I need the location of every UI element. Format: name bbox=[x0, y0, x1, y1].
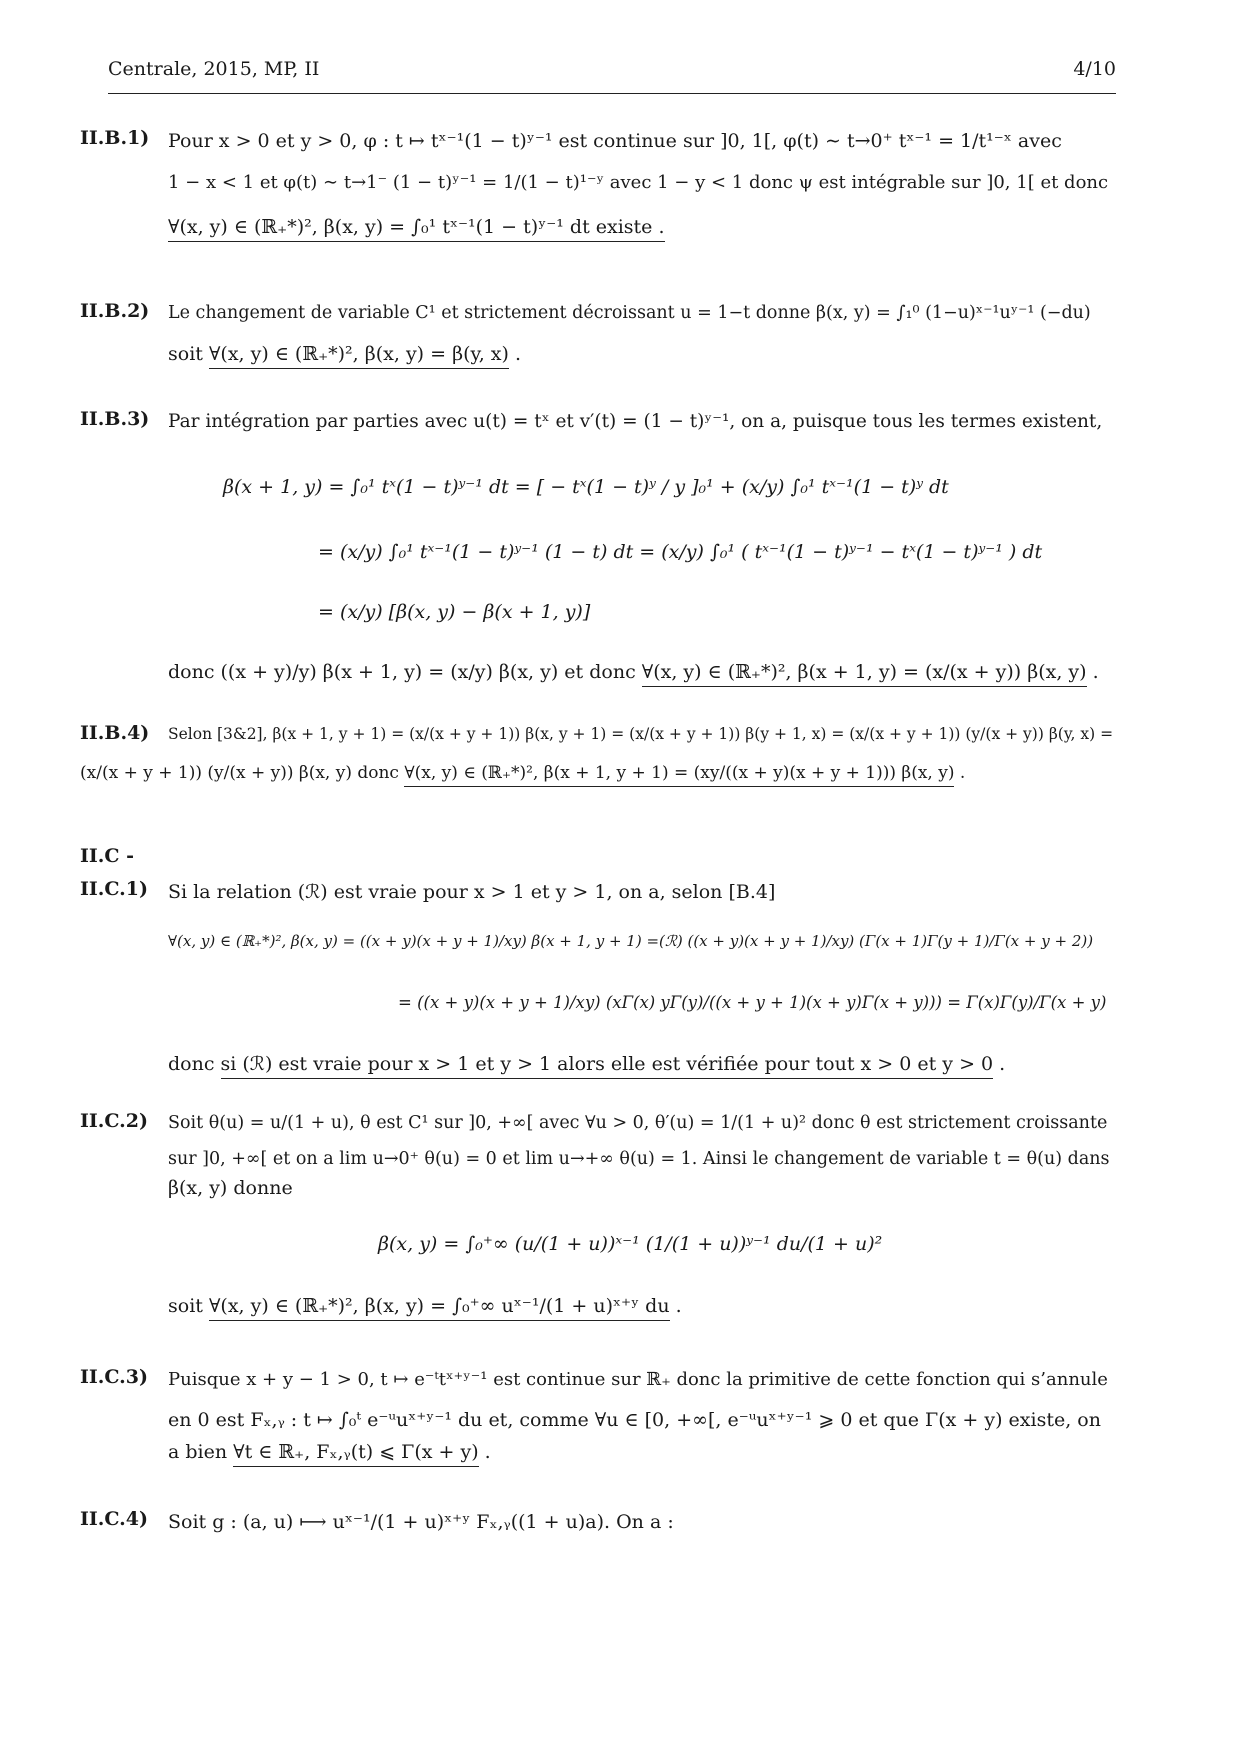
equation-line: β(x, y) = ∫₀⁺∞ (u/(1 + u))ˣ⁻¹ (1/(1 + u))ʸ⁻¹ du/(1 + u)² bbox=[378, 1233, 883, 1255]
text-line: en 0 est Fₓ,ᵧ : t ↦ ∫₀ᵗ e⁻ᵘuˣ⁺ʸ⁻¹ du et, comme ∀u ∈ [0, +∞[, e⁻ᵘuˣ⁺ʸ⁻¹ ⩾ 0 et que Γ(x + y) existe, on bbox=[168, 1409, 1101, 1431]
section-c3 bbox=[80, 1366, 1116, 1486]
text-line: Par intégration par parties avec u(t) = tˣ et v′(t) = (1 − t)ʸ⁻¹, on a, puisque tous les termes existent, bbox=[168, 411, 1103, 432]
result-underlined: ∀(x, y) ∈ (ℝ₊*)², β(x, y) = ∫₀¹ tˣ⁻¹(1 − t)ʸ⁻¹ dt existe . bbox=[168, 216, 665, 242]
text-fragment: . bbox=[669, 1295, 682, 1317]
text-fragment: (x/(x + y + 1)) (y/(x + y)) β(x, y) donc bbox=[80, 763, 405, 783]
text-fragment: . bbox=[954, 763, 966, 783]
text-fragment: donc bbox=[168, 1053, 221, 1075]
section-label: II.C.4) bbox=[80, 1508, 149, 1530]
text-fragment: soit bbox=[168, 1295, 209, 1317]
result-underlined: ∀(x, y) ∈ (ℝ₊*)², β(x + 1, y + 1) = (xy/((x + y)(x + y + 1))) β(x, y) bbox=[404, 763, 954, 787]
header-rule bbox=[108, 93, 1116, 94]
section-b3 bbox=[80, 408, 1116, 698]
text-fragment: a bien bbox=[168, 1441, 234, 1463]
text-line: Le changement de variable C¹ et strictement décroissant u = 1−t donne β(x, y) = ∫₁⁰ (1−u)ˣ⁻¹uʸ⁻¹ (−du) bbox=[168, 303, 1091, 323]
text-line: Soit θ(u) = u/(1 + u), θ est C¹ sur ]0, +∞[ avec ∀u > 0, θ′(u) = 1/(1 + u)² donc θ est strictement croissante bbox=[168, 1113, 1108, 1133]
equation-line: β(x + 1, y) = ∫₀¹ tˣ(1 − t)ʸ⁻¹ dt = [ − tˣ(1 − t)ʸ / y ]₀¹ + (x/y) ∫₀¹ tˣ⁻¹(1 − t)ʸ dt bbox=[223, 476, 949, 498]
text-line: β(x, y) donne bbox=[168, 1177, 293, 1199]
section-label: II.B.4) bbox=[80, 722, 150, 744]
section-c4 bbox=[80, 1508, 1116, 1548]
section-body bbox=[168, 878, 1116, 1075]
section-b2 bbox=[80, 300, 1116, 380]
equation-line: ∀(x, y) ∈ (ℝ₊*)², β(x, y) = ((x + y)(x + y + 1)/xy) β(x + 1, y + 1) =(ℛ) ((x + y)(x + y + 1)/xy) (Γ(x + 1)Γ(y + 1)/Γ(x + y + 2)) bbox=[168, 932, 1094, 950]
text-line: Puisque x + y − 1 > 0, t ↦ e⁻ᵗtˣ⁺ʸ⁻¹ est continue sur ℝ₊ donc la primitive de cette fonction qui s’annule bbox=[168, 1369, 1108, 1390]
text-fragment: . bbox=[993, 1053, 1006, 1075]
equation-line: = ((x + y)(x + y + 1)/xy) (xΓ(x) yΓ(y)/((x + y + 1)(x + y)Γ(x + y))) = Γ(x)Γ(y)/Γ(x + y) bbox=[398, 993, 1107, 1012]
section-label: II.B.2) bbox=[80, 300, 150, 322]
header-left: Centrale, 2015, MP, II bbox=[108, 58, 320, 80]
section-body bbox=[168, 1366, 1116, 1462]
result-underlined: ∀(x, y) ∈ (ℝ₊*)², β(x, y) = β(y, x) bbox=[209, 343, 509, 369]
section-label: II.C.2) bbox=[80, 1110, 149, 1132]
text-fragment: soit bbox=[168, 343, 209, 365]
text-line: Soit g : (a, u) ⟼ uˣ⁻¹/(1 + u)ˣ⁺ʸ Fₓ,ᵧ((1 + u)a). On a : bbox=[168, 1511, 674, 1533]
result-underlined: ∀(x, y) ∈ (ℝ₊*)², β(x + 1, y) = (x/(x + y)) β(x, y) bbox=[642, 661, 1087, 687]
section-heading: II.C - bbox=[80, 845, 135, 867]
text-line: Selon [3&2], β(x + 1, y + 1) = (x/(x + y + 1)) β(x, y + 1) = (x/(x + y + 1)) β(y + 1, x) = (x/(x + y + 1)) (y/(x + y)) β(y, x) = bbox=[168, 725, 1114, 743]
equation-line: = (x/y) [β(x, y) − β(x + 1, y)] bbox=[318, 601, 591, 623]
section-body bbox=[168, 127, 1116, 238]
section-label: II.B.3) bbox=[80, 408, 150, 430]
text-fragment: donc ((x + y)/y) β(x + 1, y) = (x/y) β(x, y) et donc bbox=[168, 661, 642, 683]
section-label: II.C.1) bbox=[80, 878, 149, 900]
text-fragment: . bbox=[508, 343, 522, 365]
section-body bbox=[168, 1110, 1116, 1317]
section-c2 bbox=[80, 1110, 1116, 1340]
section-c-heading bbox=[80, 845, 1116, 875]
section-label: II.B.1) bbox=[80, 127, 150, 149]
text-fragment: . bbox=[1086, 661, 1099, 683]
result-underlined: si (ℛ) est vraie pour x > 1 et y > 1 alors elle est vérifiée pour tout x > 0 et y > 0 bbox=[221, 1053, 994, 1079]
result-underlined: ∀(x, y) ∈ (ℝ₊*)², β(x, y) = ∫₀⁺∞ uˣ⁻¹/(1 + u)ˣ⁺ʸ du bbox=[209, 1295, 670, 1321]
page-number: 4/10 bbox=[1073, 58, 1116, 80]
text-line: Si la relation (ℛ) est vraie pour x > 1 et y > 1, on a, selon [B.4] bbox=[168, 881, 776, 903]
section-b1 bbox=[80, 127, 1116, 267]
section-body bbox=[168, 300, 1116, 364]
text-fragment: . bbox=[478, 1441, 491, 1463]
equation-line: = (x/y) ∫₀¹ tˣ⁻¹(1 − t)ʸ⁻¹ (1 − t) dt = (x/y) ∫₀¹ ( tˣ⁻¹(1 − t)ʸ⁻¹ − tˣ(1 − t)ʸ⁻¹ ) dt bbox=[318, 541, 1043, 563]
text-line: Pour x > 0 et y > 0, φ : t ↦ tˣ⁻¹(1 − t)ʸ⁻¹ est continue sur ]0, 1[, φ(t) ∼ t→0⁺ tˣ⁻¹ = 1/t¹⁻ˣ avec bbox=[168, 130, 1062, 152]
section-label: II.C.3) bbox=[80, 1366, 149, 1388]
section-body bbox=[168, 1508, 1116, 1540]
result-underlined: ∀t ∈ ℝ₊, Fₓ,ᵧ(t) ⩽ Γ(x + y) bbox=[233, 1441, 479, 1467]
text-line: 1 − x < 1 et φ(t) ∼ t→1⁻ (1 − t)ʸ⁻¹ = 1/(1 − t)¹⁻ʸ avec 1 − y < 1 donc ψ est intégrable sur ]0, 1[ et donc bbox=[168, 172, 1109, 193]
text-line: sur ]0, +∞[ et on a lim u→0⁺ θ(u) = 0 et lim u→+∞ θ(u) = 1. Ainsi le changement de variable t = θ(u) dans bbox=[168, 1149, 1110, 1169]
section-b4 bbox=[80, 722, 1116, 812]
section-c1 bbox=[80, 878, 1116, 1078]
section-body bbox=[168, 408, 1116, 683]
